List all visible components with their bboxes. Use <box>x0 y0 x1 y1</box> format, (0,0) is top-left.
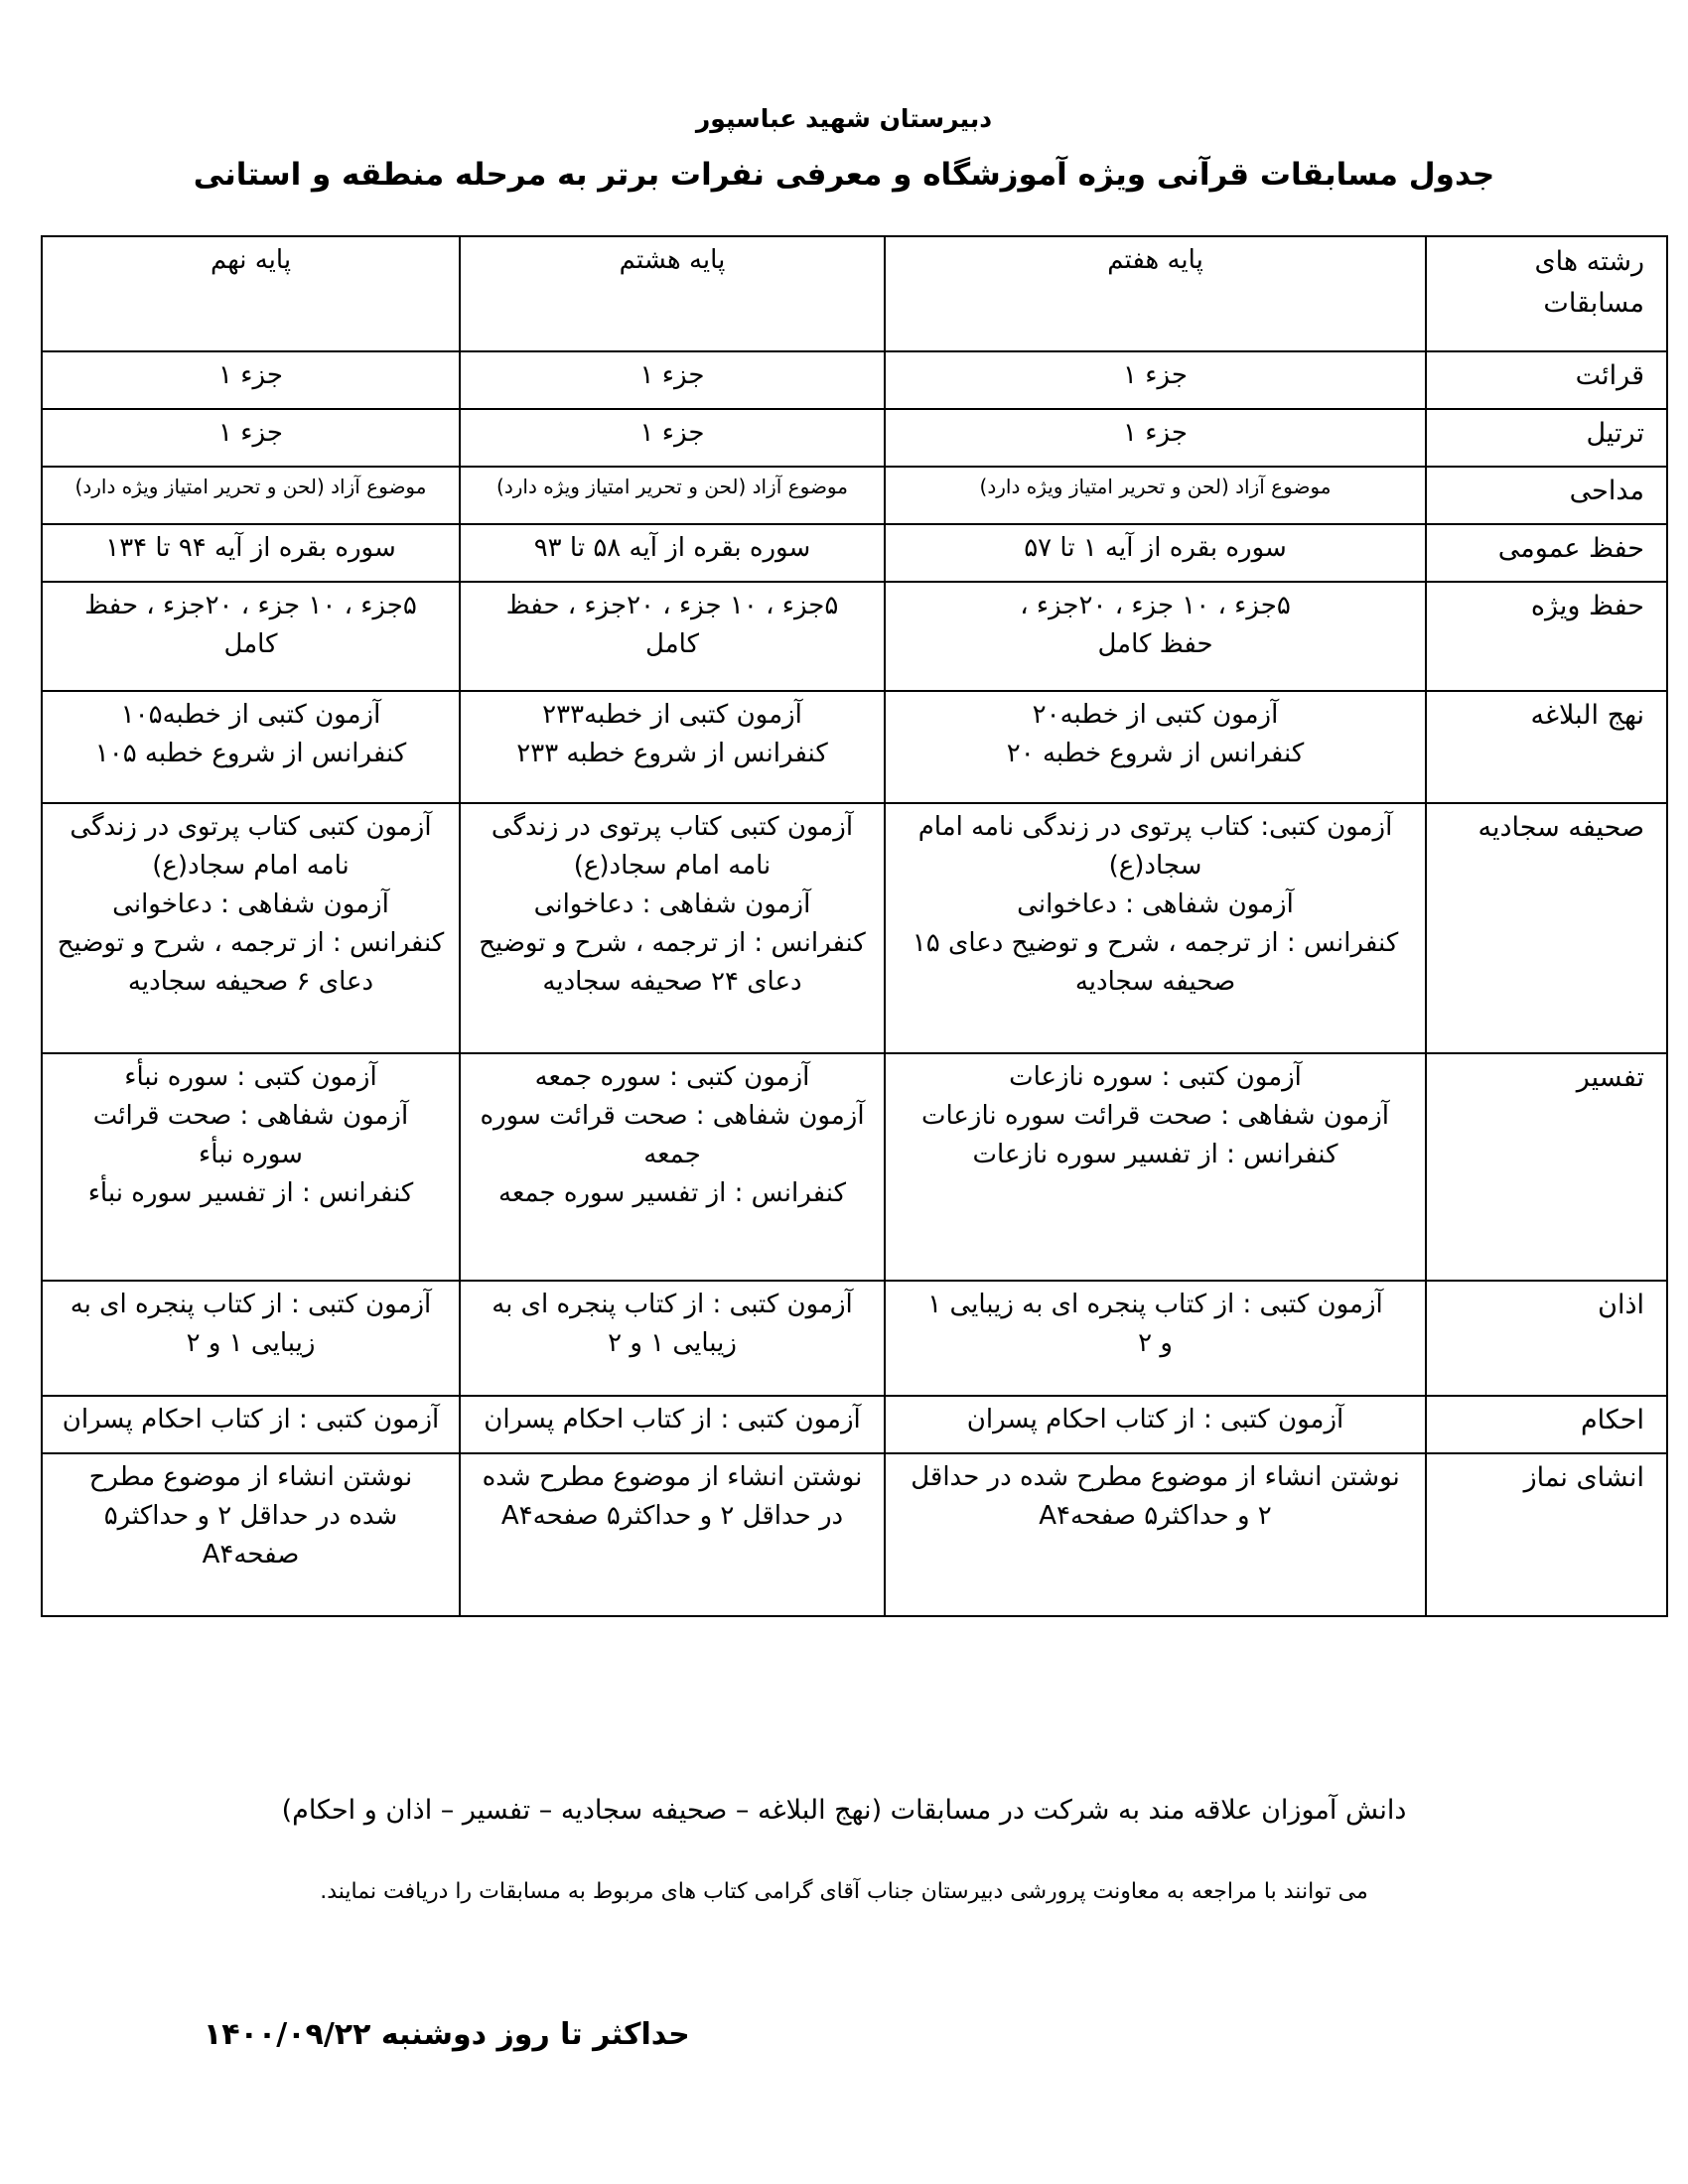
cell-g8 <box>460 803 885 1053</box>
category-cell: ترتیل <box>1426 409 1667 467</box>
cell-g9 <box>42 351 460 409</box>
cell-g8 <box>460 351 885 409</box>
cell-line: آزمون کتبی از خطبه۲۰ <box>1032 700 1279 730</box>
cell-line: آزمون کتبی : از کتاب احکام پسران <box>484 1405 861 1434</box>
cell-line: زیبایی ۱ و ۲ <box>608 1328 737 1358</box>
cell-line: آزمون شفاهی : دعاخوانی <box>1017 889 1294 919</box>
competition-table <box>41 235 1668 1617</box>
cell-line: آزمون کتبی از خطبه۱۰۵ <box>120 700 381 730</box>
footer-note-2: می توانند با مراجعه به معاونت پرورشی دبیرستان جناب آقای گرامی کتاب های مربوط به مسابقات را دریافت نمایند. <box>320 1879 1368 1904</box>
cell-g7 <box>885 1053 1426 1281</box>
cell-line: شده در حداقل ۲ و حداکثر۵ <box>103 1501 398 1531</box>
cell-g9 <box>42 691 460 803</box>
table-row <box>42 467 1667 524</box>
header-cell-grade7: پایه هفتم <box>885 236 1426 351</box>
cell-line: و ۲ <box>1138 1328 1173 1358</box>
cell-line: جزء ۱ <box>218 418 283 448</box>
cell-g9 <box>42 524 460 582</box>
cell-line: آزمون شفاهی : صحت قرائت سوره نازعات <box>921 1101 1389 1131</box>
cell-line: جزء ۱ <box>639 418 705 448</box>
cell-line: ۲ و حداکثر۵ صفحهA۴ <box>1039 1501 1272 1531</box>
category-cell: قرائت <box>1426 351 1667 409</box>
cell-line: نوشتن انشاء از موضوع مطرح <box>88 1462 413 1492</box>
cell-line: موضوع آزاد (لحن و تحریر امتیاز ویژه دارد) <box>979 475 1332 498</box>
cell-line: ۵جزء ، ۱۰ جزء ، ۲۰جزء ، <box>1020 591 1291 620</box>
category-cell: حفظ عمومی <box>1426 524 1667 582</box>
cell-line: ۵جزء ، ۱۰ جزء ، ۲۰جزء ، حفظ <box>84 591 417 620</box>
cell-g8 <box>460 467 885 524</box>
document-title: جدول مسابقات قرآنی ویژه آموزشگاه و معرفی نفرات برتر به مرحله منطقه و استانی <box>193 157 1495 193</box>
cell-line: در حداقل ۲ و حداکثر۵ صفحهA۴ <box>500 1501 844 1531</box>
cell-g9 <box>42 1281 460 1396</box>
cell-line: کامل <box>223 629 278 659</box>
category-cell: انشای نماز <box>1426 1453 1667 1616</box>
cell-g7 <box>885 1453 1426 1616</box>
cell-line: آزمون کتبی : سوره نازعات <box>1009 1062 1302 1092</box>
category-cell: نهج البلاغه <box>1426 691 1667 803</box>
cell-g8 <box>460 1281 885 1396</box>
cell-line: جزء ۱ <box>218 360 283 390</box>
cell-line: آزمون کتبی : سوره جمعه <box>534 1062 810 1092</box>
cell-line: آزمون کتبی از خطبه۲۳۳ <box>542 700 802 730</box>
cell-line: نوشتن انشاء از موضوع مطرح شده در حداقل <box>911 1462 1400 1492</box>
cell-line: آزمون کتبی : از کتاب پنجره ای به <box>492 1290 853 1319</box>
cell-line: دعای ۶ صحیفه سجادیه <box>127 967 374 997</box>
table-row <box>42 1053 1667 1281</box>
table-row <box>42 1453 1667 1616</box>
category-cell: احکام <box>1426 1396 1667 1453</box>
cell-line: کنفرانس از شروع خطبه ۲۰ <box>1006 739 1305 768</box>
cell-g9 <box>42 803 460 1053</box>
cell-g7 <box>885 691 1426 803</box>
cell-line: آزمون شفاهی : دعاخوانی <box>533 889 811 919</box>
header-cell-grade8: پایه هشتم <box>460 236 885 351</box>
cell-g8 <box>460 1053 885 1281</box>
cell-line: جزء ۱ <box>1123 418 1188 448</box>
deadline-text: حداکثر تا روز دوشنبه ۱۴۰۰/۰۹/۲۲ <box>204 2017 690 2052</box>
cell-line: موضوع آزاد (لحن و تحریر امتیاز ویژه دارد) <box>74 475 427 498</box>
cell-line: سوره بقره از آیه ۵۸ تا ۹۳ <box>533 533 811 563</box>
cell-line: آزمون کتبی کتاب پرتوی در زندگی <box>491 812 854 842</box>
cell-line: جزء ۱ <box>1123 360 1188 390</box>
cell-g9 <box>42 1053 460 1281</box>
cell-line: صفحهA۴ <box>202 1540 300 1570</box>
cell-line: جزء ۱ <box>639 360 705 390</box>
school-name: دبیرستان شهید عباسپور <box>695 104 993 133</box>
category-cell: مداحی <box>1426 467 1667 524</box>
cell-g9 <box>42 467 460 524</box>
cell-g8 <box>460 409 885 467</box>
cell-line: کنفرانس : از تفسیر سوره جمعه <box>498 1178 846 1208</box>
cell-line: دعای ۲۴ صحیفه سجادیه <box>542 967 802 997</box>
cell-line: موضوع آزاد (لحن و تحریر امتیاز ویژه دارد) <box>496 475 848 498</box>
cell-line: آزمون کتبی: کتاب پرتوی در زندگی نامه امام <box>917 812 1393 842</box>
table-row <box>42 803 1667 1053</box>
cell-line: سوره بقره از آیه ۹۴ تا ۱۳۴ <box>105 533 396 563</box>
cell-g9 <box>42 409 460 467</box>
cell-line: کنفرانس : از ترجمه ، شرح و توضیح <box>479 928 866 958</box>
category-cell: تفسیر <box>1426 1053 1667 1281</box>
cell-line: کنفرانس از شروع خطبه ۲۳۳ <box>516 739 828 768</box>
cell-g7 <box>885 409 1426 467</box>
cell-g7 <box>885 467 1426 524</box>
cell-line: سجاد(ع) <box>1108 851 1202 881</box>
cell-g8 <box>460 582 885 691</box>
cell-line: زیبایی ۱ و ۲ <box>186 1328 316 1358</box>
header-cell-category: رشته های مسابقات <box>1426 236 1667 351</box>
cell-line: آزمون کتبی : از کتاب احکام پسران <box>966 1405 1344 1434</box>
table-row <box>42 582 1667 691</box>
cell-line: کنفرانس : از ترجمه ، شرح و توضیح دعای ۱۵ <box>912 928 1399 958</box>
cell-line: نامه امام سجاد(ع) <box>152 851 350 881</box>
cell-g8 <box>460 1453 885 1616</box>
cell-g9 <box>42 1453 460 1616</box>
cell-line: کنفرانس : از تفسیر سوره نازعات <box>972 1140 1338 1169</box>
category-cell: اذان <box>1426 1281 1667 1396</box>
cell-g7 <box>885 582 1426 691</box>
table-header-row <box>42 236 1667 351</box>
table-row <box>42 1281 1667 1396</box>
cell-line: کنفرانس : از تفسیر سوره نبأء <box>87 1178 414 1208</box>
cell-line: نامه امام سجاد(ع) <box>573 851 772 881</box>
cell-g7 <box>885 524 1426 582</box>
cell-line: سوره نبأء <box>199 1140 303 1169</box>
cell-line: نوشتن انشاء از موضوع مطرح شده <box>482 1462 863 1492</box>
cell-line: آزمون کتبی : از کتاب احکام پسران <box>62 1405 440 1434</box>
table-row <box>42 691 1667 803</box>
cell-g8 <box>460 691 885 803</box>
category-cell: صحیفه سجادیه <box>1426 803 1667 1053</box>
table-row <box>42 351 1667 409</box>
cell-line: کنفرانس از شروع خطبه ۱۰۵ <box>94 739 407 768</box>
cell-line: آزمون کتبی : سوره نبأء <box>124 1062 377 1092</box>
cell-g7 <box>885 803 1426 1053</box>
cell-line: کامل <box>645 629 699 659</box>
cell-line: آزمون کتبی : از کتاب پنجره ای به <box>70 1290 432 1319</box>
cell-line: آزمون کتبی کتاب پرتوی در زندگی <box>70 812 432 842</box>
header-cell-grade9: پایه نهم <box>42 236 460 351</box>
cell-line: آزمون شفاهی : صحت قرائت <box>92 1101 409 1131</box>
cell-line: سوره بقره از آیه ۱ تا ۵۷ <box>1024 533 1287 563</box>
cell-line: آزمون شفاهی : صحت قرائت سوره <box>480 1101 865 1131</box>
table-row <box>42 409 1667 467</box>
cell-line: آزمون شفاهی : دعاخوانی <box>112 889 389 919</box>
cell-g7 <box>885 351 1426 409</box>
cell-g8 <box>460 1396 885 1453</box>
cell-line: ۵جزء ، ۱۰ جزء ، ۲۰جزء ، حفظ <box>505 591 839 620</box>
cell-g9 <box>42 1396 460 1453</box>
cell-g8 <box>460 524 885 582</box>
cell-line: حفظ کامل <box>1097 629 1213 659</box>
cell-line: آزمون کتبی : از کتاب پنجره ای به زیبایی ۱ <box>927 1290 1383 1319</box>
cell-line: صحیفه سجادیه <box>1074 967 1236 997</box>
cell-g7 <box>885 1281 1426 1396</box>
table-row <box>42 524 1667 582</box>
cell-line: کنفرانس : از ترجمه ، شرح و توضیح <box>57 928 445 958</box>
cell-g9 <box>42 582 460 691</box>
footer-note-1: دانش آموزان علاقه مند به شرکت در مسابقات (نهج البلاغه – صحیفه سجادیه – تفسیر – اذان و احکام) <box>281 1795 1407 1826</box>
table-row <box>42 1396 1667 1453</box>
cell-line: جمعه <box>643 1140 701 1169</box>
category-cell: حفظ ویژه <box>1426 582 1667 691</box>
cell-g7 <box>885 1396 1426 1453</box>
